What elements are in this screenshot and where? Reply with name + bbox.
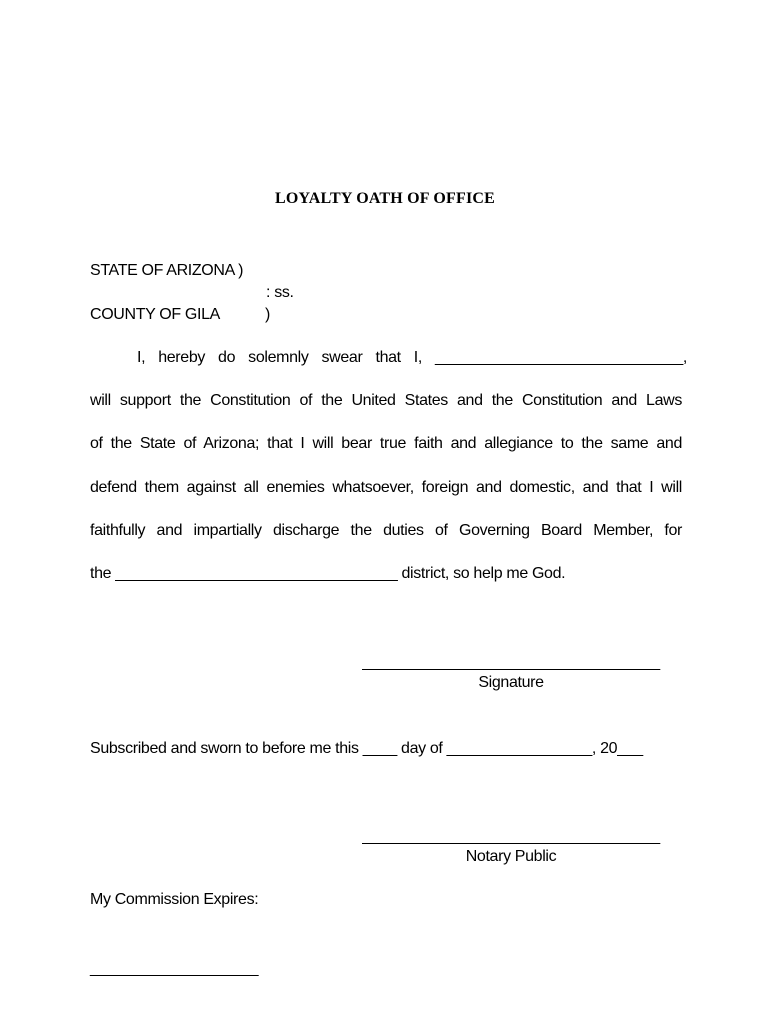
notary-label: Notary Public bbox=[465, 848, 557, 865]
commission-label: My Commission Expires: bbox=[90, 891, 259, 908]
ss-line: : ss. bbox=[266, 284, 294, 301]
oath-line-4: defend them against all enemies whatsoever, foreign and domestic, and that I will bbox=[90, 479, 682, 496]
document-title: LOYALTY OATH OF OFFICE bbox=[275, 190, 495, 207]
oath-line-6: the _________________________________ district, so help me God. bbox=[90, 565, 566, 582]
state-line: STATE OF ARIZONA ) bbox=[90, 262, 244, 279]
oath-line-2: will support the Constitution of the United States and the Constitution and Laws bbox=[90, 392, 682, 409]
commission-line: ____________________ bbox=[90, 960, 258, 977]
signature-label: Signature bbox=[478, 674, 544, 691]
county-label: COUNTY OF GILA bbox=[90, 306, 220, 323]
oath-line-1: I, hereby do solemnly swear that I, _____________________________, bbox=[137, 349, 687, 366]
oath-line-3: of the State of Arizona; that I will bear true faith and allegiance to the same and bbox=[90, 435, 682, 452]
notary-line: ___________________________________ bbox=[362, 828, 660, 845]
county-paren: ) bbox=[265, 306, 271, 323]
oath-line-5: faithfully and impartially discharge the duties of Governing Board Member, for bbox=[90, 522, 682, 539]
subscribed-line: Subscribed and sworn to before me this ____ day of _________________, 20___ bbox=[90, 740, 643, 757]
signature-line: ___________________________________ bbox=[362, 654, 660, 671]
